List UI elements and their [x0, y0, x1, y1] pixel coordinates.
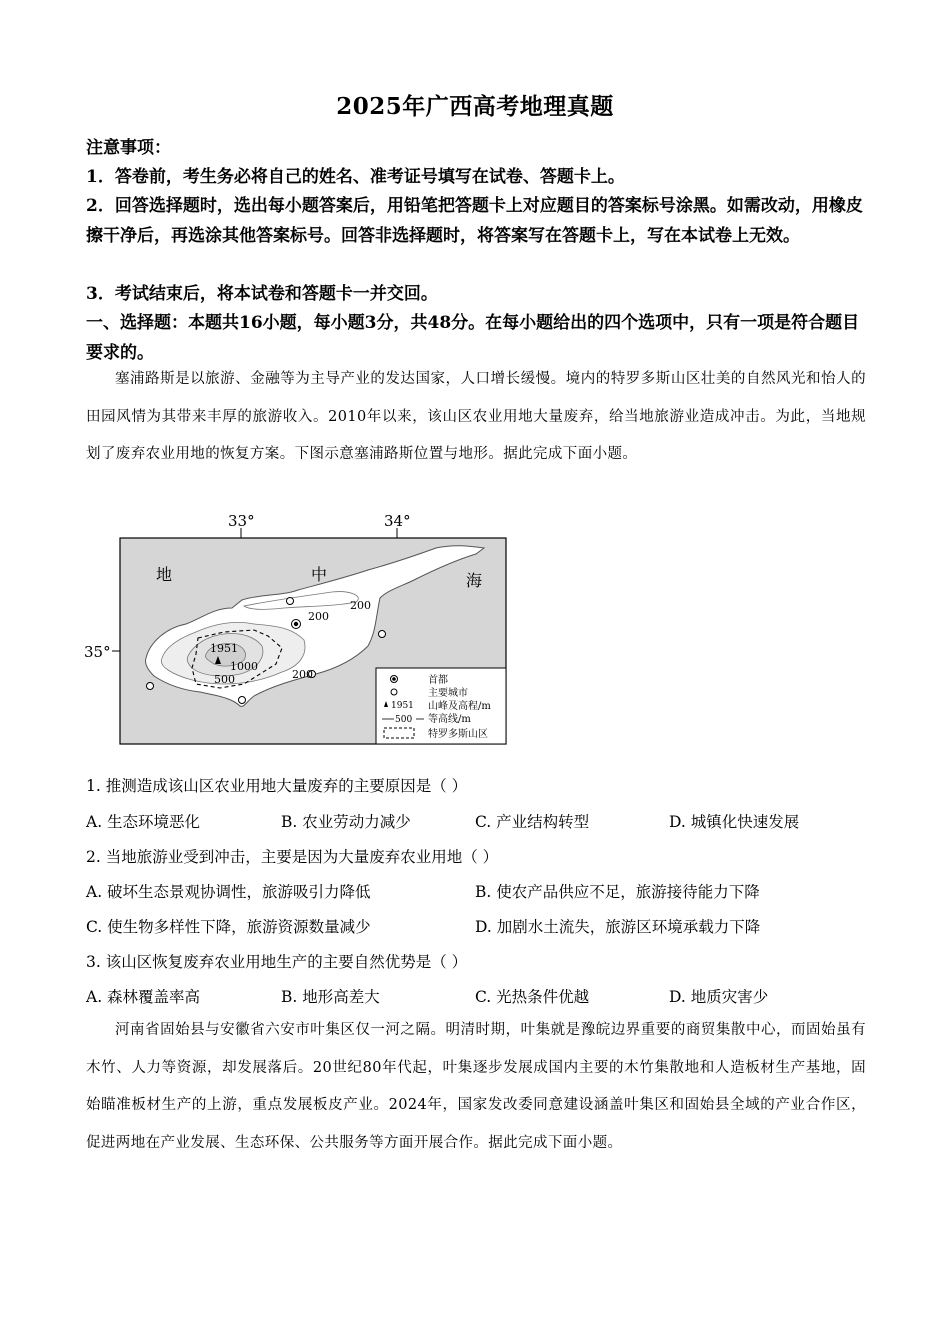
q2-option-b: B. 使农产品供应不足，旅游接待能力下降 — [475, 883, 760, 901]
notice-heading: 注意事项： — [86, 138, 171, 158]
legend-region: 特罗多斯山区 — [428, 729, 488, 740]
peak-label: 1951 — [210, 642, 238, 655]
q3-option-d: D. 地质灾害少 — [669, 988, 769, 1006]
city-marker — [379, 631, 386, 638]
lon-label-34: 34° — [384, 512, 411, 530]
q3-option-c: C. 光热条件优越 — [475, 988, 590, 1006]
page-title: 2025年广西高考地理真题 — [336, 93, 614, 120]
sea-label-zhong: 中 — [311, 565, 328, 584]
contour-label: 1000 — [230, 660, 258, 673]
q2-option-c: C. 使生物多样性下降，旅游资源数量减少 — [86, 918, 371, 936]
question-2-stem: 2. 当地旅游业受到冲击，主要是因为大量废弃农业用地（ ） — [86, 848, 499, 866]
cyprus-map — [84, 508, 514, 748]
contour-label: 500 — [214, 673, 235, 686]
sea-label-di: 地 — [156, 565, 173, 584]
contour-label: 200 — [350, 599, 371, 612]
q2-option-d: D. 加剧水土流失，旅游区环境承载力下降 — [475, 918, 761, 936]
section-heading: 一、选择题：本题共16小题，每小题3分，共48分。在每小题给出的四个选项中，只有一项是符合题目要求的。 — [86, 313, 860, 363]
q3-option-a: A. 森林覆盖率高 — [86, 988, 201, 1006]
contour-label: 200 — [308, 610, 329, 623]
q1-option-c: C. 产业结构转型 — [475, 813, 590, 831]
question-1-stem: 1. 推测造成该山区农业用地大量废弃的主要原因是（ ） — [86, 777, 468, 795]
legend-city: 主要城市 — [428, 688, 468, 699]
legend-peak-value: 1951 — [391, 701, 414, 711]
notice-item-1: 1．答卷前，考生务必将自己的姓名、准考证号填写在试卷、答题卡上。 — [86, 167, 625, 187]
notice-item-2: 2．回答选择题时，选出每小题答案后，用铅笔把答题卡上对应题目的答案标号涂黑。如需改动，用橡皮擦干净后，再选涂其他答案标号。回答非选择题时，将答案写在答题卡上，写在本试卷上无效。 — [86, 196, 863, 246]
contour-label: 200 — [292, 668, 313, 681]
passage-yeji-gushi: 河南省固始县与安徽省六安市叶集区仅一河之隔。明清时期，叶集就是豫皖边界重要的商贸集散中心，而固始虽有木竹、人力等资源，却发展落后。20世纪80年代起，叶集逐步发展成国内主要的木竹集散地和人造板材生产基地，固始瞄准板材生产的上游，重点发展板皮产业。2024年，国家发改委同意建设涵盖叶集区和固始县全域的产业合作区，促进两地在产业发展、生态环保、公共服务等方面开展合作。据此完成下面小题。 — [86, 1022, 866, 1151]
city-marker — [287, 598, 294, 605]
city-marker — [147, 683, 154, 690]
sea-label-hai: 海 — [466, 571, 483, 590]
notice-item-3: 3．考试结束后，将本试卷和答题卡一并交回。 — [86, 284, 438, 304]
q1-option-a: A. 生态环境恶化 — [86, 813, 201, 831]
legend-city-symbol — [391, 689, 397, 695]
lon-label-33: 33° — [228, 512, 255, 530]
legend-contour-value: 500 — [395, 715, 413, 725]
q3-option-b: B. 地形高差大 — [281, 988, 380, 1006]
capital-marker-dot — [294, 622, 298, 626]
question-3-stem: 3. 该山区恢复废弃农业用地生产的主要自然优势是（ ） — [86, 953, 468, 971]
legend-peak: 山峰及高程/m — [428, 701, 491, 712]
legend-contour: 等高线/m — [428, 714, 471, 725]
passage-cyprus: 塞浦路斯是以旅游、金融等为主导产业的发达国家，人口增长缓慢。境内的特罗多斯山区壮美的自然风光和怡人的田园风情为其带来丰厚的旅游收入。2010年以来，该山区农业用地大量废弃，给当地旅游业造成冲击。为此，当地规划了废弃农业用地的恢复方案。下图示意塞浦路斯位置与地形。据此完成下面小题。 — [86, 371, 866, 462]
q2-option-a: A. 破坏生态景观协调性，旅游吸引力降低 — [86, 883, 371, 901]
q1-option-b: B. 农业劳动力减少 — [281, 813, 411, 831]
legend-capital: 首都 — [428, 675, 448, 686]
lat-label-35: 35° — [84, 643, 111, 661]
q1-option-d: D. 城镇化快速发展 — [669, 813, 800, 831]
city-marker — [239, 697, 246, 704]
